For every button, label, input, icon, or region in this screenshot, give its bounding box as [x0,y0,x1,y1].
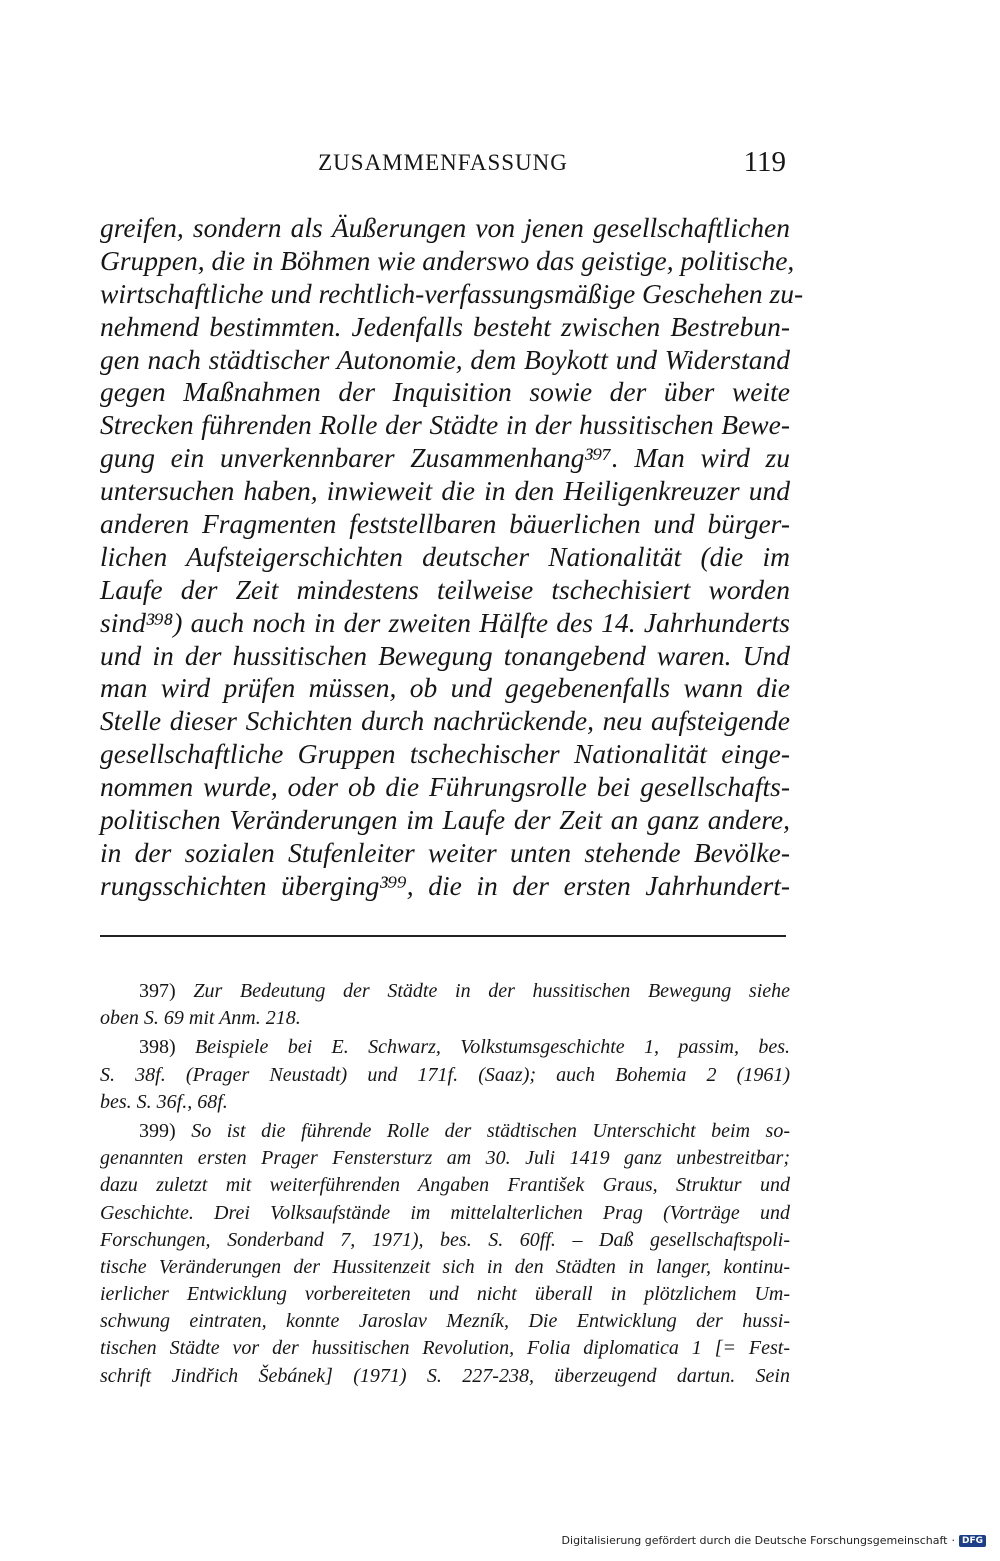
footnote-line [100,978,790,1005]
text-line: sind³⁹⁸) auch noch in der zweiten Hälfte des 14. Jahrhunderts [100,606,790,638]
running-title: ZUSAMMENFASSUNG [318,150,568,175]
footnote-number: 397) [139,980,176,1002]
text-line: gen nach städtischer Autonomie, dem Boykott und Widerstand [100,343,790,375]
footnote-line: tischen Städte vor der hussitischen Revolution, Folia diplomatica 1 [= Fest- [100,1337,790,1360]
digitization-credit [562,1534,986,1547]
text-line: politischen Veränderungen im Laufe der Zeit an ganz andere, [100,804,790,836]
text-line: greifen, sondern als Äußerungen von jenen gesellschaftlichen [100,212,790,243]
footnote-line: Forschungen, Sonderband 7, 1971), bes. S. 60ff. – Daß gesellschaftspoli- [100,1228,790,1251]
footnote-line [100,1118,790,1145]
text-line: wirtschaftliche und rechtlich-verfassungsmäßige Geschehen zu- [100,277,804,309]
footnote-line: ierlicher Entwicklung vorbereiteten und nicht überall in plötzlichem Um- [100,1283,790,1306]
dfg-logo-icon: DFG [959,1535,986,1547]
footnote-text: Zur Bedeutung der Städte in der hussitischen Bewegung siehe [193,980,791,1002]
text-line: gegen Maßnahmen der Inquisition sowie der über weite [100,376,790,408]
text-line: nommen wurde, oder ob die Führungsrolle bei gesellschafts- [100,771,790,803]
main-text [100,212,804,903]
footnote-397 [100,978,790,1032]
digitization-credit-text: Digitalisierung gefördert durch die Deutsche Forschungsgemeinschaft [561,1534,948,1547]
footnote-line: dazu zuletzt mit weiterführenden Angaben František Graus, Struktur und [100,1174,790,1197]
footnote-line: oben S. 69 mit Anm. 218. [100,1007,301,1030]
footnote-separator-rule [100,935,786,937]
footnote-line: genannten ersten Prager Fenstersturz am 30. Juli 1419 ganz unbestreitbar; [100,1147,790,1170]
text-line: gesellschaftliche Gruppen tschechischer Nationalität einge- [100,738,790,770]
footnote-399 [100,1118,790,1390]
footnotes [100,978,790,1392]
running-head [100,146,786,186]
footnote-text: So ist die führende Rolle der städtischen Unterschicht beim so- [191,1119,790,1142]
footnote-line: Geschichte. Drei Volksaufstände im mittelalterlichen Prag (Vorträge und [100,1201,790,1224]
text-line: lichen Aufsteigerschichten deutscher Nationalität (die im [100,540,790,572]
separator-dot: · [951,1534,955,1547]
text-line: Strecken führenden Rolle der Städte in der hussitischen Bewe- [100,409,790,441]
footnote-line: bes. S. 36f., 68f. [100,1090,228,1113]
text-line: untersuchen haben, inwieweit die in den Heiligenkreuzer und [100,475,790,507]
text-line: man wird prüfen müssen, ob und gegebenenfalls wann die [100,672,790,704]
footnote-number: 398) [139,1036,176,1059]
footnote-line: S. 38f. (Prager Neustadt) und 171f. (Saaz); auch Bohemia 2 (1961) [100,1063,790,1086]
text-line: nehmend bestimmten. Jedenfalls besteht zwischen Bestrebun- [100,310,790,342]
footnote-398 [100,1034,790,1116]
text-line: und in der hussitischen Bewegung tonangebend waren. Und [100,639,790,671]
footnote-text: Beispiele bei E. Schwarz, Volkstumsgeschichte 1, passim, bes. [195,1036,790,1059]
text-line: Gruppen, die in Böhmen wie anderswo das geistige, politische, [100,244,795,276]
page-number: 119 [743,146,786,178]
text-line: gung ein unverkennbarer Zusammenhang³⁹⁷. Man wird zu [100,442,790,474]
footnote-number: 399) [139,1119,176,1142]
text-line: Stelle dieser Schichten durch nachrückende, neu aufsteigende [100,705,790,737]
footnote-line: tische Veränderungen der Hussitenzeit sich in den Städten in langer, kontinu- [100,1255,790,1278]
footnote-line [100,1034,790,1061]
footnote-line: schrift Jindřich Šebánek] (1971) S. 227-238, überzeugend dartun. Sein [100,1364,790,1387]
text-line: Laufe der Zeit mindestens teilweise tschechisiert worden [100,573,790,605]
text-line: in der sozialen Stufenleiter weiter unten stehende Bevölke- [100,836,790,868]
footnote-line: schwung eintraten, konnte Jaroslav Mezník, Die Entwicklung der hussi- [100,1310,790,1333]
text-line: anderen Fragmenten feststellbaren bäuerlichen und bürger- [100,508,790,540]
text-line: rungsschichten überging³⁹⁹, die in der ersten Jahrhundert- [100,869,790,901]
